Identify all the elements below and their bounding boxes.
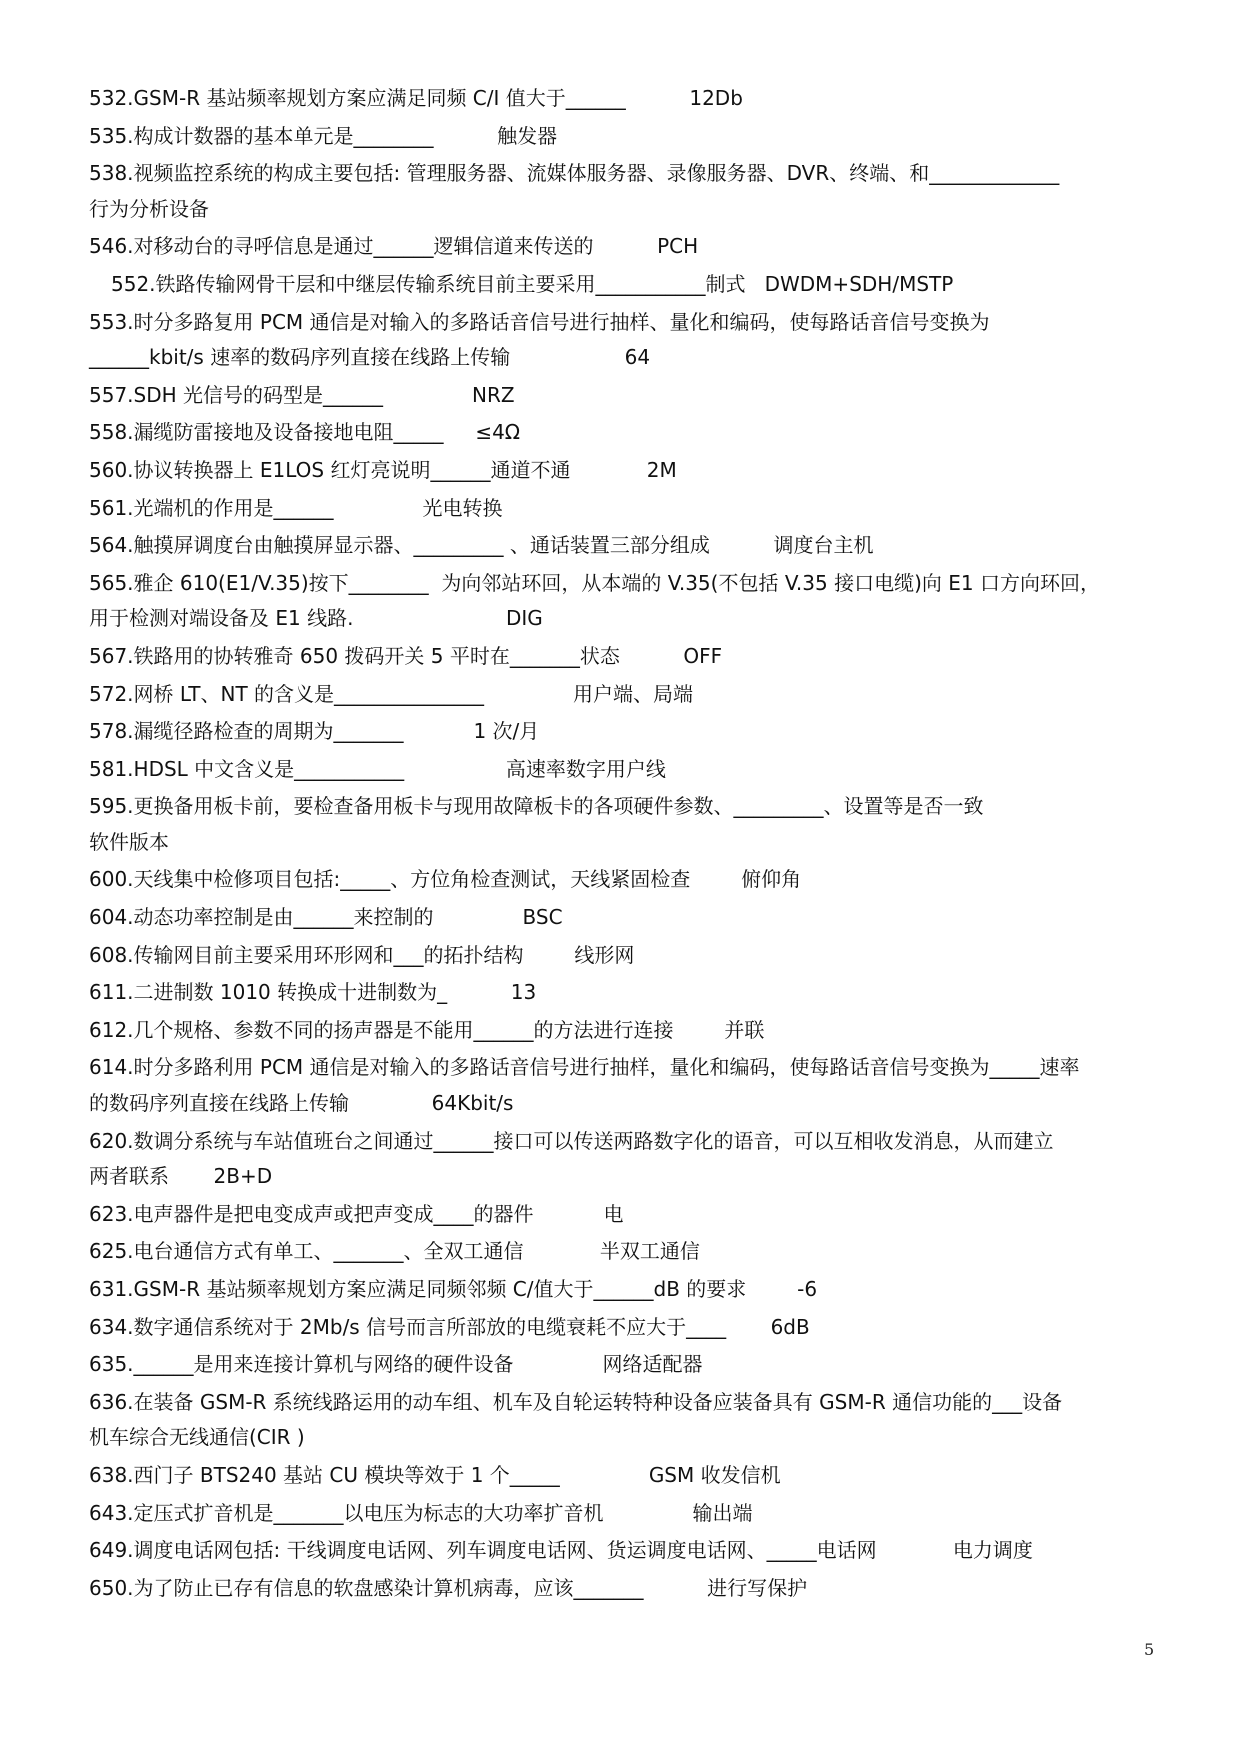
question-line: 553.时分多路复用 PCM 通信是对输入的多路话音信号进行抽样、量化和编码，使每路话音信号变换为 xyxy=(89,309,990,334)
question-line: 565.雅企 610(E1/V.35)按下________ 为向邻站环回，从本端的 V.35(不包括 V.35 接口电缆)向 E1 口方向环回， xyxy=(89,570,1100,595)
question-line: 535.构成计数器的基本单元是________ 触发器 xyxy=(89,123,558,148)
question-line: 643.定压式扩音机是_______以电压为标志的大功率扩音机 输出端 xyxy=(89,1500,753,1525)
question-line: 611.二进制数 1010 转换成十进制数为_ 13 xyxy=(89,980,537,1005)
question-line: 600.天线集中检修项目包括:_____、方位角检查测试，天线紧固检查 俯仰角 xyxy=(89,867,802,892)
question-line: 软件版本 xyxy=(89,829,169,854)
question-line: 625.电台通信方式有单工、_______、全双工通信 半双工通信 xyxy=(89,1239,700,1264)
question-line: 635.______是用来连接计算机与网络的硬件设备 网络适配器 xyxy=(89,1352,703,1377)
question-line: 572.网桥 LT、NT 的含义是_______________ 用户端、局端 xyxy=(89,681,694,706)
question-line: 558.漏缆防雷接地及设备接地电阻_____ ≤4Ω xyxy=(89,420,521,445)
question-line: 650.为了防止已存有信息的软盘感染计算机病毒，应该_______ 进行写保护 xyxy=(89,1575,808,1600)
question-line: 604.动态功率控制是由______来控制的 BSC xyxy=(89,905,563,930)
question-line: 581.HDSL 中文含义是___________ 高速率数字用户线 xyxy=(89,756,666,781)
question-line: 机车综合无线通信(CIR ) xyxy=(89,1425,305,1450)
question-line: 552.铁路传输网骨干层和中继层传输系统目前主要采用___________制式 DWDM+SDH/MSTP xyxy=(111,271,954,296)
question-line: 564.触摸屏调度台由触摸屏显示器、_________ 、通话装置三部分组成 调度台主机 xyxy=(89,533,874,558)
question-line: 567.铁路用的协转雅奇 650 拨码开关 5 平时在_______状态 OFF xyxy=(89,643,723,668)
question-line: 608.传输网目前主要采用环形网和___的拓扑结构 线形网 xyxy=(89,942,635,967)
question-line: 620.数调分系统与车站值班台之间通过______接口可以传送两路数字化的语音，可以互相收发消息，从而建立 xyxy=(89,1128,1054,1153)
question-line: 636.在装备 GSM-R 系统线路运用的动车组、机车及自轮运转特种设备应装备具有 GSM-R 通信功能的___设备 xyxy=(89,1389,1063,1414)
question-line: 623.电声器件是把电变成声或把声变成____的器件 电 xyxy=(89,1201,624,1226)
question-line: 560.协议转换器上 E1LOS 红灯亮说明______通道不通 2M xyxy=(89,457,677,482)
question-line: 634.数字通信系统对于 2Mb/s 信号而言所部放的电缆衰耗不应大于____ 6dB xyxy=(89,1314,810,1339)
question-line: 557.SDH 光信号的码型是______ NRZ xyxy=(89,382,515,407)
question-line: 两者联系 2B+D xyxy=(89,1164,273,1189)
question-line: 用于检测对端设备及 E1 线路. DIG xyxy=(89,606,543,631)
question-line: 595.更换备用板卡前，要检查备用板卡与现用故障板卡的各项硬件参数、_________、设置等是否一致 xyxy=(89,794,984,819)
question-line: ______kbit/s 速率的数码序列直接在线路上传输 64 xyxy=(89,345,651,370)
question-line: 612.几个规格、参数不同的扬声器是不能用______的方法进行连接 并联 xyxy=(89,1017,765,1042)
question-line: 561.光端机的作用是______ 光电转换 xyxy=(89,495,503,520)
page-number: 5 xyxy=(1144,1640,1155,1659)
question-line: 631.GSM-R 基站频率规划方案应满足同频邻频 C/值大于______dB 的要求 -6 xyxy=(89,1277,818,1301)
question-line: 行为分析设备 xyxy=(89,196,209,221)
question-line: 532.GSM-R 基站频率规划方案应满足同频 C/I 值大于______ 12Db xyxy=(89,86,743,110)
question-line: 538.视频监控系统的构成主要包括: 管理服务器、流媒体服务器、录像服务器、DVR、终端、和_____________ xyxy=(89,161,1060,186)
question-line: 的数码序列直接在线路上传输 64Kbit/s xyxy=(89,1091,514,1116)
question-line: 638.西门子 BTS240 基站 CU 模块等效于 1 个_____ GSM 收发信机 xyxy=(89,1462,781,1487)
question-line: 546.对移动台的寻呼信息是通过______逻辑信道来传送的 PCH xyxy=(89,234,699,259)
question-line: 649.调度电话网包括: 干线调度电话网、列车调度电话网、货运调度电话网、_____电话网 电力调度 xyxy=(89,1538,1033,1563)
question-line: 614.时分多路利用 PCM 通信是对输入的多路话音信号进行抽样，量化和编码，使每路话音信号变换为_____速率 xyxy=(89,1055,1080,1080)
question-line: 578.漏缆径路检查的周期为_______ 1 次/月 xyxy=(89,719,540,744)
document-body xyxy=(89,80,1169,1607)
